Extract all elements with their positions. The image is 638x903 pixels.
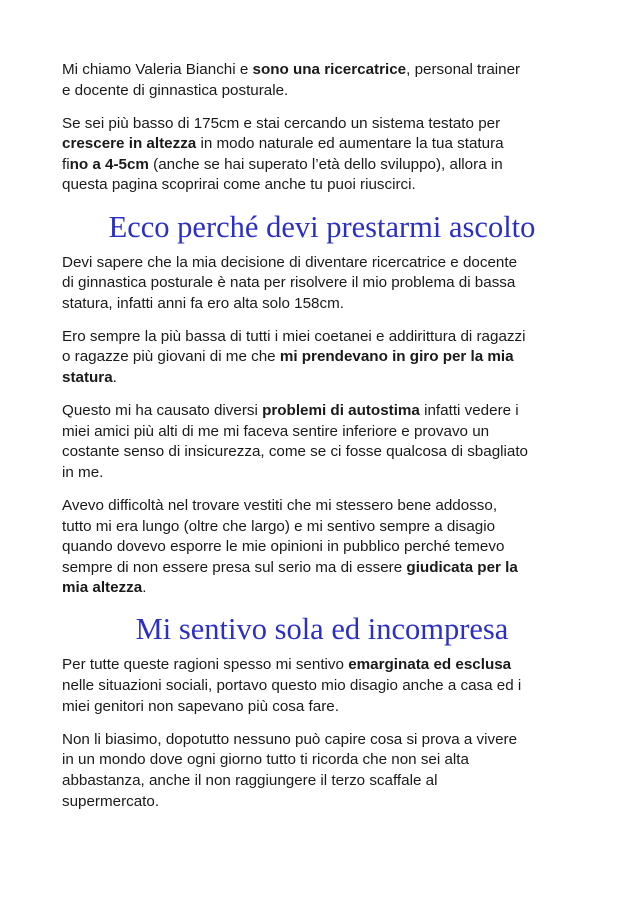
section-heading-incompresa: Mi sentivo sola ed incompresa bbox=[135, 612, 509, 647]
text-line bbox=[62, 442, 582, 463]
bold-text: sono una ricercatrice bbox=[252, 61, 407, 78]
text-line bbox=[62, 517, 582, 538]
bold-text: mi prendevano in giro per la mia bbox=[279, 348, 514, 366]
bold-text: mia altezza bbox=[62, 579, 143, 597]
text-line bbox=[62, 655, 582, 676]
bold-text: statura bbox=[62, 369, 113, 387]
text-line bbox=[62, 155, 582, 176]
text-run: supermercato. bbox=[62, 792, 160, 810]
text-run: Mi chiamo Valeria Bianchi e bbox=[62, 61, 253, 78]
text-line bbox=[62, 114, 582, 135]
text-line bbox=[62, 368, 582, 389]
text-run: miei genitori non sapevano più cosa fare. bbox=[62, 697, 339, 715]
text-line bbox=[62, 558, 582, 579]
text-run: Se sei più basso di 175cm e stai cercando un sistema testato per bbox=[62, 114, 501, 132]
paragraph bbox=[62, 655, 582, 717]
text-line bbox=[62, 327, 582, 348]
text-run: statura, infatti anni fa ero alta solo 158cm. bbox=[62, 294, 344, 312]
text-line bbox=[62, 422, 582, 443]
text-run: sempre di non essere presa sul serio ma di essere bbox=[62, 558, 407, 576]
text-run: tutto mi era lungo (oltre che largo) e mi sentivo sempre a disagio bbox=[62, 517, 496, 535]
paragraph bbox=[62, 730, 582, 812]
text-run: in modo naturale ed aumentare la tua statura bbox=[196, 135, 504, 153]
text-line bbox=[62, 750, 582, 771]
emotions-section bbox=[62, 655, 582, 812]
text-line bbox=[62, 347, 582, 368]
text-line bbox=[62, 496, 582, 517]
text-run: Questo mi ha causato diversi bbox=[62, 402, 263, 420]
intro-section bbox=[62, 60, 582, 196]
bold-text: no a 4-5cm bbox=[69, 155, 149, 173]
text-run: . bbox=[142, 579, 147, 597]
document-page bbox=[62, 60, 582, 825]
text-line bbox=[62, 676, 582, 697]
text-line bbox=[62, 60, 582, 81]
paragraph bbox=[62, 327, 582, 389]
paragraph bbox=[62, 60, 582, 101]
text-run: abbastanza, anche il non raggiungere il terzo scaffale al bbox=[62, 771, 438, 789]
bold-text: giudicata per la bbox=[406, 558, 518, 576]
text-line bbox=[62, 401, 582, 422]
text-run: . bbox=[112, 369, 117, 387]
text-run: e docente di ginnastica posturale. bbox=[62, 81, 289, 99]
text-line bbox=[62, 294, 582, 315]
text-run: Avevo difficoltà nel trovare vestiti che mi stessero bene addosso, bbox=[62, 497, 498, 514]
text-line bbox=[62, 697, 582, 718]
paragraph bbox=[62, 401, 582, 483]
text-run: miei amici più alti di me mi faceva sentire inferiore e provavo un bbox=[62, 422, 490, 440]
text-line bbox=[62, 134, 582, 155]
text-run: in me. bbox=[62, 463, 104, 481]
text-run: o ragazze più giovani di me che bbox=[62, 348, 280, 366]
text-line bbox=[62, 792, 582, 813]
text-run: in un mondo dove ogni giorno tutto ti ricorda che non sei alta bbox=[62, 751, 469, 769]
text-line bbox=[62, 273, 582, 294]
text-run: quando dovevo esporre le mie opinioni in pubblico perché temevo bbox=[62, 538, 505, 556]
section-heading-ascolto: Ecco perché devi prestarmi ascolto bbox=[108, 209, 536, 244]
text-run: (anche se hai superato l’età dello sviluppo), allora in bbox=[148, 155, 503, 173]
story-section bbox=[62, 253, 582, 599]
text-line bbox=[62, 730, 582, 751]
text-run: Devi sapere che la mia decisione di diventare ricercatrice e docente bbox=[62, 253, 518, 271]
bold-text: emarginata ed esclusa bbox=[348, 656, 512, 674]
text-line bbox=[62, 175, 582, 196]
text-line bbox=[62, 463, 582, 484]
text-run: , personal trainer bbox=[406, 61, 521, 78]
paragraph bbox=[62, 496, 582, 599]
text-run: costante senso di insicurezza, come se ci fosse qualcosa di sbagliato bbox=[62, 443, 528, 461]
bold-text: crescere in altezza bbox=[62, 135, 197, 153]
text-run: Ero sempre la più bassa di tutti i miei coetanei e addirittura di ragazzi bbox=[62, 327, 526, 345]
paragraph bbox=[62, 114, 582, 196]
text-run: questa pagina scoprirai come anche tu puoi riuscirci. bbox=[62, 176, 416, 194]
paragraph bbox=[62, 253, 582, 315]
text-run: nelle situazioni sociali, portavo questo mio disagio anche a casa ed i bbox=[62, 677, 522, 695]
text-run: Per tutte queste ragioni spesso mi sentivo bbox=[62, 656, 349, 674]
text-run: di ginnastica posturale è nata per risolvere il mio problema di bassa bbox=[62, 274, 516, 292]
text-line bbox=[62, 578, 582, 599]
text-line bbox=[62, 537, 582, 558]
bold-text: problemi di autostima bbox=[262, 402, 420, 420]
text-run: Non li biasimo, dopotutto nessuno può capire cosa si prova a vivere bbox=[62, 730, 518, 748]
text-line bbox=[62, 253, 582, 274]
text-line bbox=[62, 81, 582, 102]
text-run: fi bbox=[62, 155, 70, 173]
text-line bbox=[62, 771, 582, 792]
text-run: infatti vedere i bbox=[419, 402, 519, 420]
